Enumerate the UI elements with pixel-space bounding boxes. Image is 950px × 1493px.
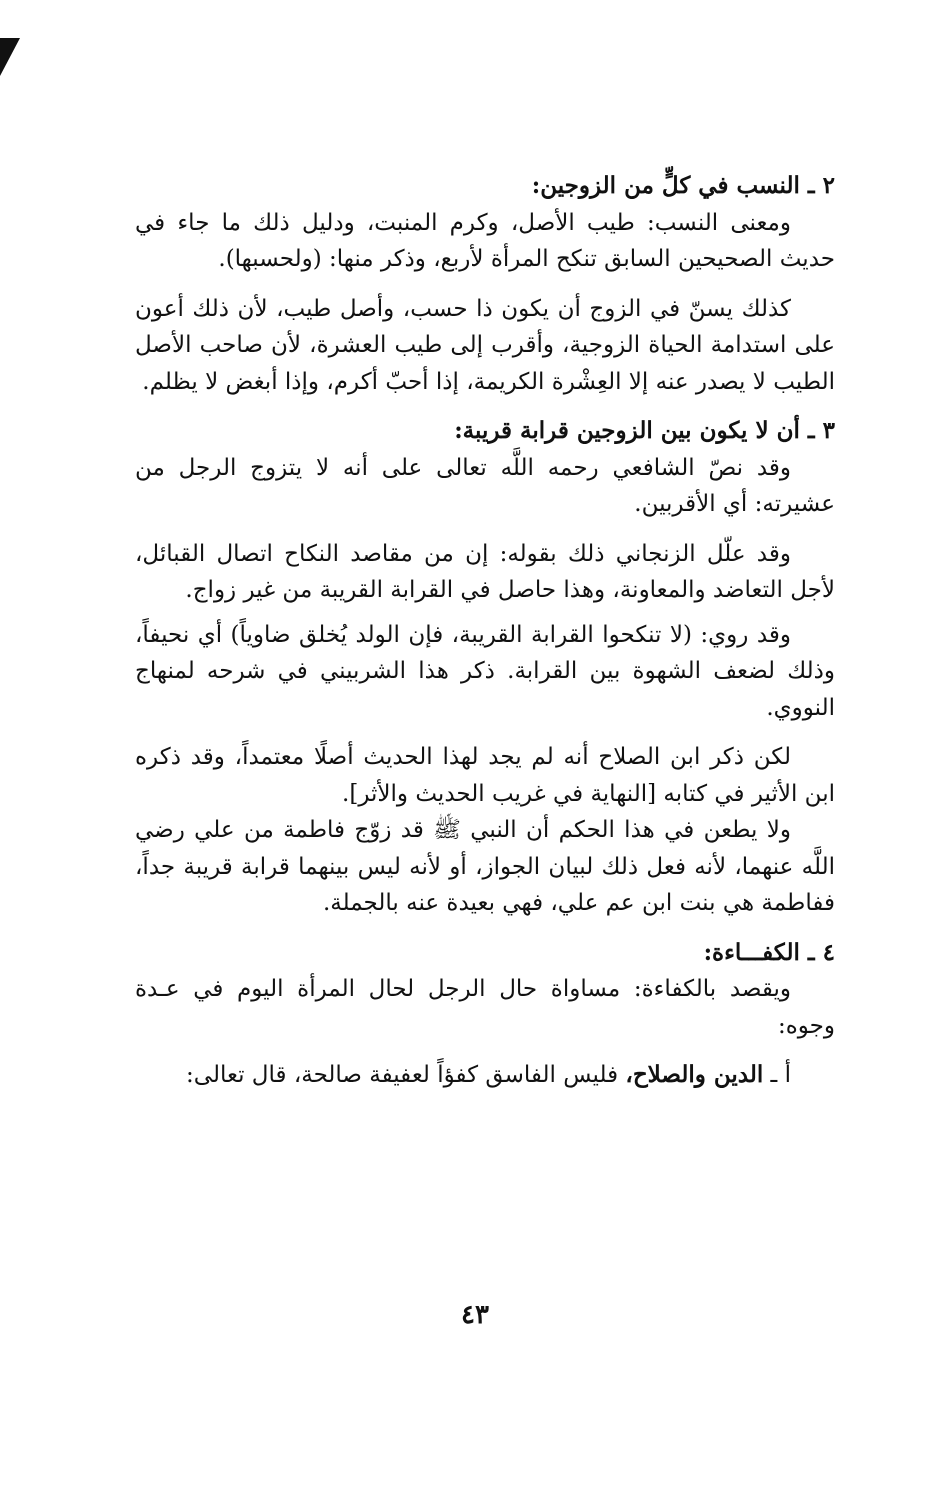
paragraph-ibn-salah: لكن ذكر ابن الصلاح أنه لم يجد لهذا الحديث أصلًا معتمداً، وقد ذكره ابن الأثير في كتابه [النهاية في غريب الحديث والأثر]. bbox=[135, 744, 835, 807]
page-body bbox=[135, 168, 835, 1094]
paragraph-narration: وقد روي: (لا تنكحوا القرابة القريبة، فإن الولد يُخلق ضاوياً) أي نحيفاً، وذلك لضعف الشهوة بين القرابة. ذكر هذا الشربيني في شرحه لمنهاج النووي. bbox=[135, 621, 835, 721]
list-item-bold-term: الدين والصلاح، bbox=[625, 1061, 764, 1088]
paragraph-lineage-recommendation: كذلك يسنّ في الزوج أن يكون ذا حسب، وأصل طيب، لأن ذلك أعون على استدامة الحياة الزوجية، وأقرب إلى طيب العشرة، لأن صاحب الأصل الطيب لا يصدر عنه إلا العِشْرة الكريمة، إذا أحبّ أكرم، وإذا أبغض لا يظلم. bbox=[135, 295, 835, 395]
list-item-marker: أ ـ bbox=[763, 1062, 791, 1088]
section-heading-equality: ٤ ـ الكفـــاءة: bbox=[703, 938, 835, 966]
corner-crop-mark bbox=[0, 38, 20, 76]
paragraph-shafii: وقد نصّ الشافعي رحمه اللَّه تعالى على أنه لا يتزوج الرجل من عشيرته: أي الأقربين. bbox=[135, 454, 835, 517]
paragraph-equality-definition: ويقصد بالكفاءة: مساواة حال الرجل لحال المرأة اليوم في عـدة وجوه: bbox=[135, 976, 835, 1039]
paragraph-zanjani: وقد علّل الزنجاني ذلك بقوله: إن من مقاصد النكاح اتصال القبائل، لأجل التعاضد والمعاونة، وهذا حاصل في القرابة القريبة من غير زواج. bbox=[135, 540, 835, 603]
section-heading-kinship: ٣ ـ أن لا يكون بين الزوجين قرابة قريبة: bbox=[454, 417, 835, 444]
section-heading-lineage: ٢ ـ النسب في كلٍّ من الزوجين: bbox=[531, 172, 835, 199]
list-item-text: فليس الفاسق كفؤاً لعفيفة صالحة، قال تعالى: bbox=[186, 1062, 626, 1088]
paragraph-fatima-ali: ولا يطعن في هذا الحكم أن النبي ﷺ قد زوّج فاطمة من علي رضي اللَّه عنهما، لأنه فعل ذلك لبيان الجواز، أو لأنه ليس بينهما قرابة قريبة جداً، ففاطمة هي بنت ابن عم علي، فهي بعيدة عنه بالجملة. bbox=[135, 817, 835, 916]
page-number: ٤٣ bbox=[461, 1300, 489, 1330]
list-item-religion bbox=[135, 1057, 835, 1094]
paragraph-lineage-meaning: ومعنى النسب: طيب الأصل، وكرم المنبت، ودليل ذلك ما جاء في حديث الصحيحين السابق تنكح المرأة لأربع، وذكر منها: (ولحسبها). bbox=[135, 209, 835, 272]
